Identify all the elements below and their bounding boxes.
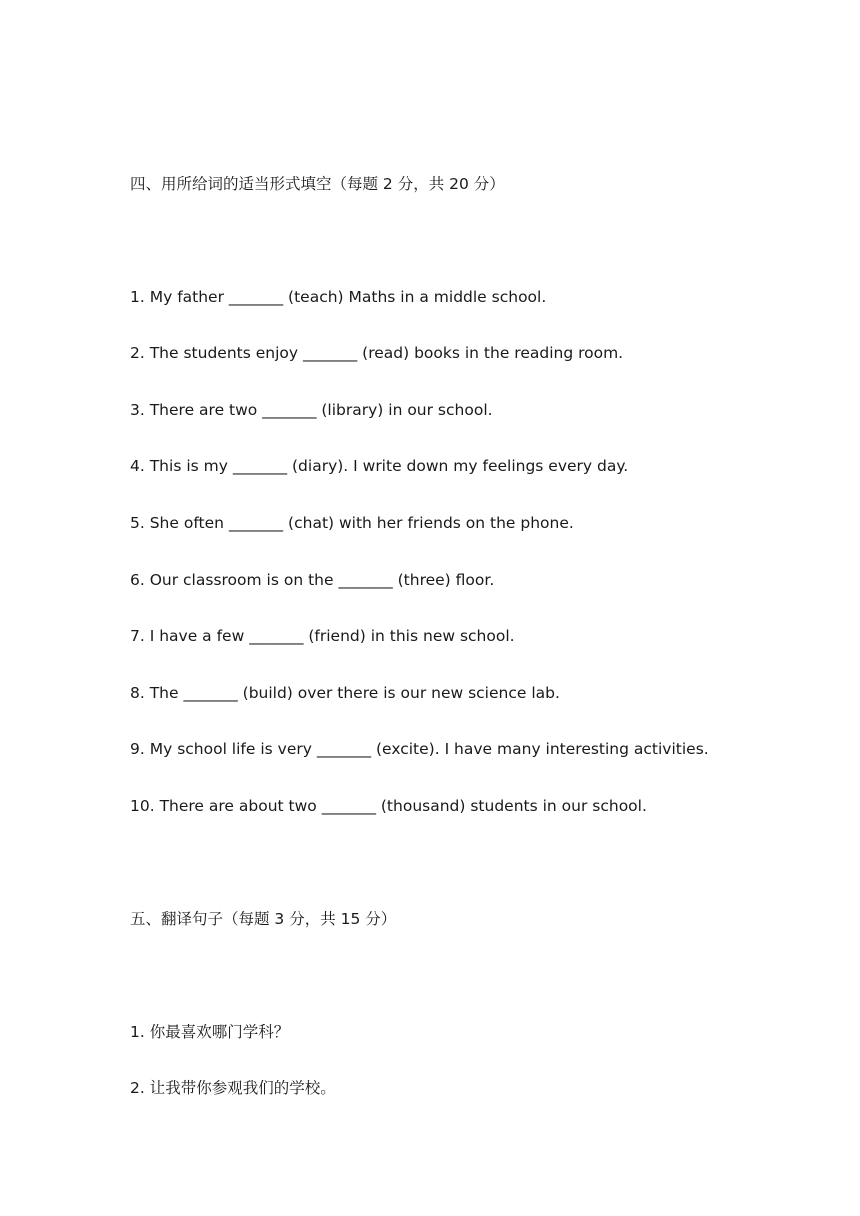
section-5-heading: 五、翻译句子（每题 3 分，共 15 分）	[130, 910, 397, 928]
section-4-heading: 四、用所给词的适当形式填空（每题 2 分，共 20 分）	[130, 175, 505, 193]
translation-item: 2. 让我带你参观我们的学校。	[130, 1079, 336, 1097]
question-item: 8. The _______ (build) over there is our new science lab.	[130, 684, 560, 702]
translation-item: 1. 你最喜欢哪门学科？	[130, 1023, 290, 1041]
question-item: 1. My father _______ (teach) Maths in a middle school.	[130, 288, 547, 306]
question-item: 10. There are about two _______ (thousand) students in our school.	[130, 797, 647, 815]
question-item: 3. There are two _______ (library) in our school.	[130, 401, 493, 419]
question-item: 9. My school life is very _______ (excite). I have many interesting activities.	[130, 740, 709, 758]
question-item: 5. She often _______ (chat) with her friends on the phone.	[130, 514, 574, 532]
question-item: 4. This is my _______ (diary). I write down my feelings every day.	[130, 457, 629, 475]
question-item: 2. The students enjoy _______ (read) books in the reading room.	[130, 344, 624, 362]
question-item: 6. Our classroom is on the _______ (three) floor.	[130, 571, 495, 589]
question-item: 7. I have a few _______ (friend) in this new school.	[130, 627, 515, 645]
